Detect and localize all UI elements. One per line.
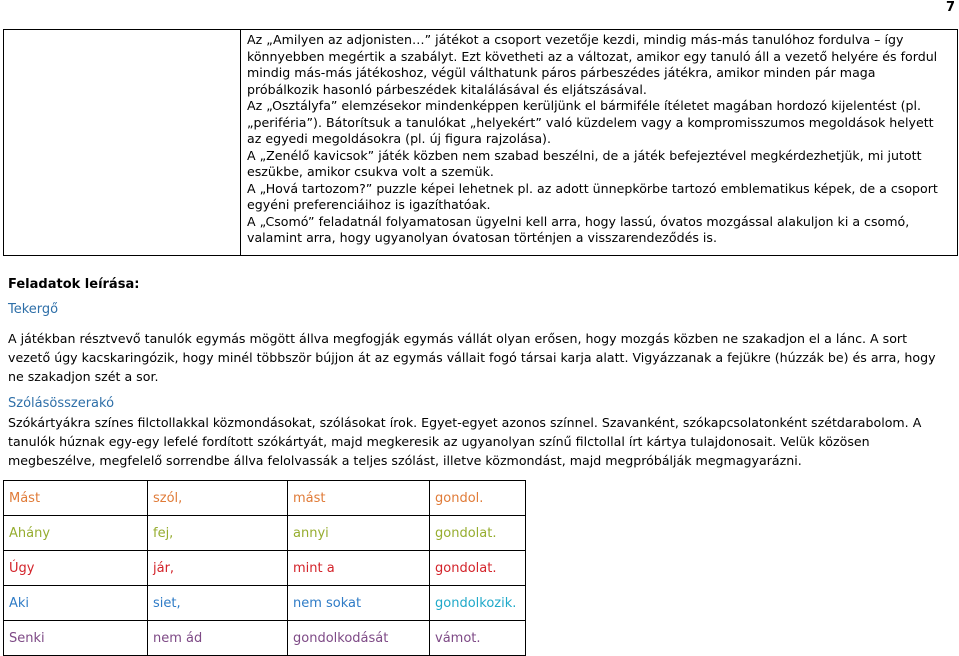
word-card: gondolat.: [430, 551, 526, 586]
page-number: 7: [945, 0, 955, 15]
word-card: gondolat.: [430, 516, 526, 551]
word-card: Senki: [4, 621, 148, 656]
word-card: gondolkodását: [288, 621, 430, 656]
word-card: annyi: [288, 516, 430, 551]
word-card: jár,: [148, 551, 288, 586]
word-card: gondol.: [430, 481, 526, 516]
word-card: Ahány: [4, 516, 148, 551]
notes-table: [3, 29, 958, 256]
task-text-szolasosszerako: Szókártyákra színes filctollakkal közmondásokat, szólásokat írok. Egyet-egyet azonos színnel. Szavanként, szókapcsolatonként szétdarabolom. A tanulók húznak egy-egy lefelé fordított szókártyát, majd megkeresik az ugyanolyan színű filctollal írt kártya tulajdonosait. Velük közösen megbeszélve, megfelelő sorrendbe állva felolvassák a teljes szólást, illetve közmondást, majd megpróbálják megmagyarázni.: [8, 415, 922, 468]
notes-paragraph: Az „Osztályfa” elemzésekor mindenképpen kerüljünk el bármiféle ítéletet magában hordozó kijelentést (pl. „periféria”). Bátorítsuk a tanulókat „helyekért” való küzdelem vagy a kompromisszumos megoldások helyett az egyedi megoldásokra (pl. új figura rajzolása).: [247, 98, 934, 146]
notes-paragraph: A „Zenélő kavicsok” játék közben nem szabad beszélni, de a játék befejeztével megkérdezhetjük, mi jutott eszükbe, amikor csukva volt a szemük.: [247, 147, 922, 179]
notes-left-cell: [4, 30, 241, 256]
proverb-row: [4, 551, 526, 586]
word-card: Mást: [4, 481, 148, 516]
word-card: siet,: [148, 586, 288, 621]
word-card: fej,: [148, 516, 288, 551]
proverb-word-table: [3, 480, 526, 656]
word-card: Aki: [4, 586, 148, 621]
notes-paragraph: Az „Amilyen az adjonisten…” játékot a csoport vezetője kezdi, mindig más-más tanulóhoz fordulva – így könnyebben megértik a szabályt. Ezt követheti az a változat, amikor egy tanuló áll a vezető helyére és fordul mindig más-más játékoshoz, végül válthatunk páros párbeszédes játékra, amikor minden pár maga próbálkozik hasonló párbeszédek kitalálásával és eljátszásával.: [247, 32, 938, 97]
proverb-row: [4, 621, 526, 656]
word-card: nem ád: [148, 621, 288, 656]
notes-paragraph: A „Csomó” feladatnál folyamatosan ügyelni kell arra, hogy lassú, óvatos mozgással alakuljon ki a csomó, valamint arra, hogy ugyanolyan óvatosan történjen a visszarendeződés is.: [247, 213, 910, 245]
task-title-tekergo: Tekergő: [8, 302, 59, 317]
word-card: szól,: [148, 481, 288, 516]
proverb-row: [4, 586, 526, 621]
task-text-tekergo: A játékban résztvevő tanulók egymás mögött állva megfogják egymás vállát olyan erősen, hogy mozgás közben ne szakadjon el a lánc. A sort vezető úgy kacskaringózik, hogy minél többször bújjon át az egymás vállait fogó társai karja alatt. Vigyázzanak a fejükre (húzzák be) és arra, hogy ne szakadjon szét a sor.: [8, 331, 936, 384]
word-card: nem sokat: [288, 586, 430, 621]
word-card: mint a: [288, 551, 430, 586]
proverb-row: [4, 516, 526, 551]
section-title: Feladatok leírása:: [8, 277, 140, 292]
notes-paragraph: A „Hová tartozom?” puzzle képei lehetnek pl. az adott ünnepkörbe tartozó emblematikus képek, de a csoport egyéni preferenciáihoz is igazíthatóak.: [247, 180, 938, 212]
word-card: mást: [288, 481, 430, 516]
word-card: Úgy: [4, 551, 148, 586]
task-title-szolasosszerako: Szólásösszerakó: [8, 396, 115, 411]
proverb-row: [4, 481, 526, 516]
word-card: vámot.: [430, 621, 526, 656]
notes-right-cell: [241, 30, 958, 256]
word-card: gondolkozik.: [430, 586, 526, 621]
